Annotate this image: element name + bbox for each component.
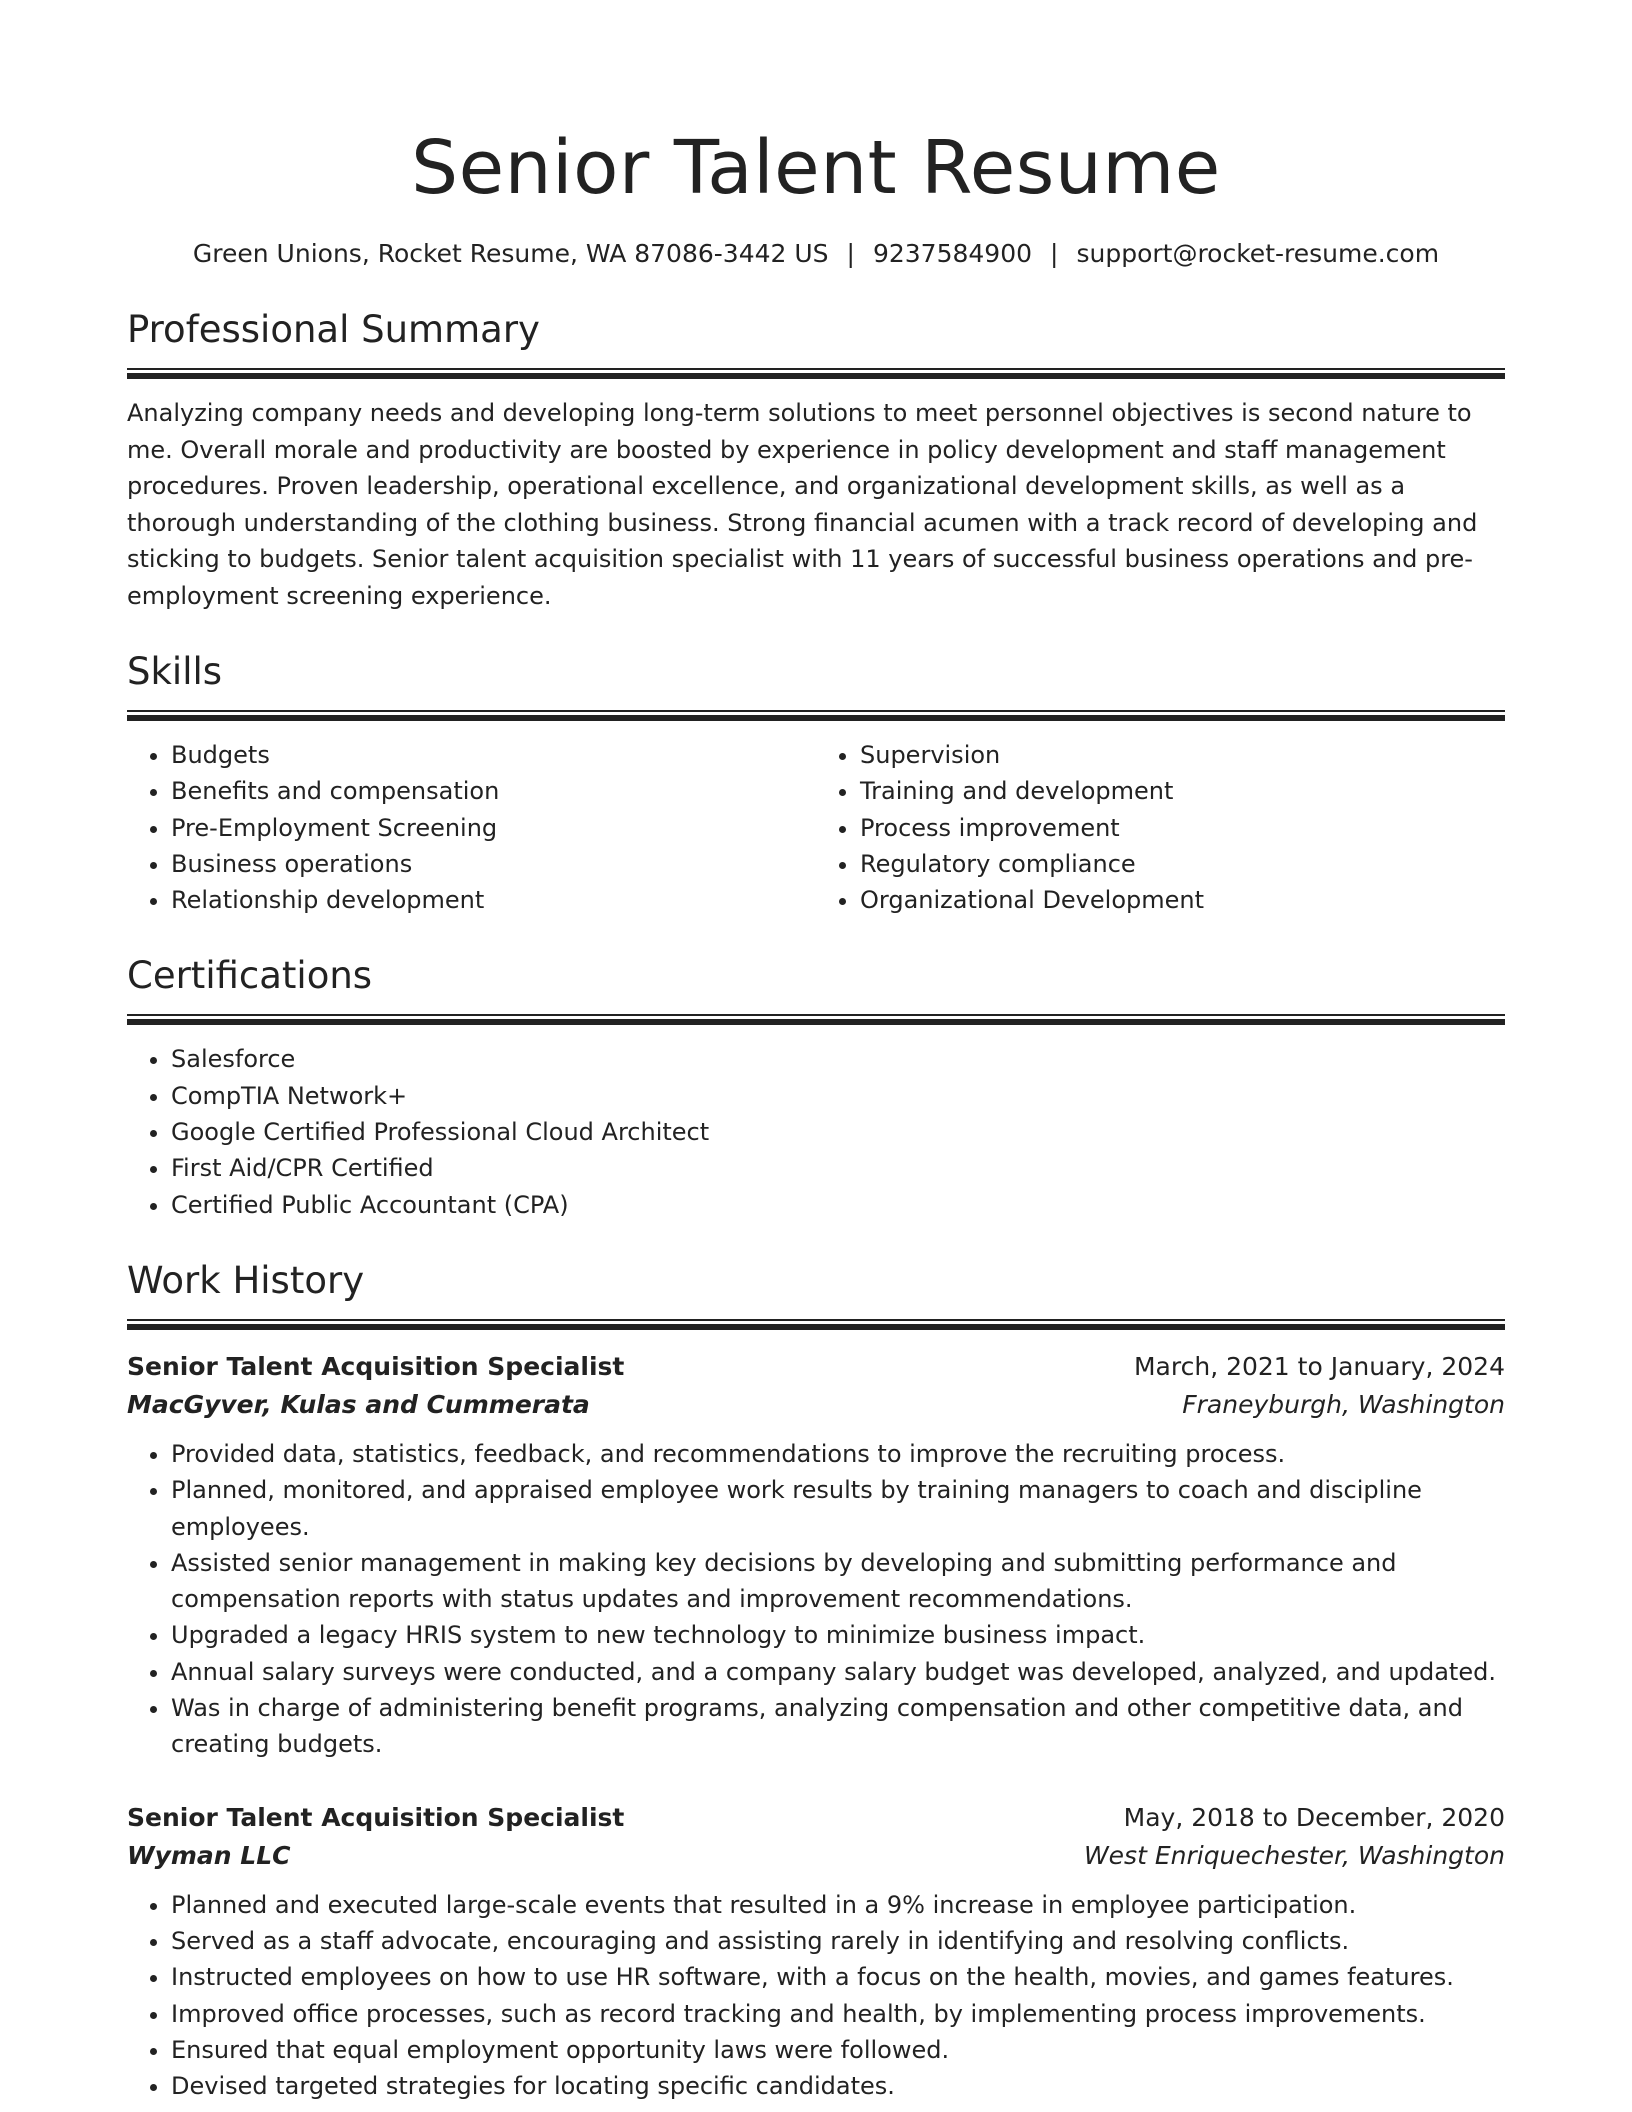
- job-bullet: • Ensured that equal employment opportunity laws were followed.: [171, 2032, 1505, 2068]
- job-bullet: • Instructed employees on how to use HR software, with a focus on the health, movies, and games features.: [171, 1959, 1505, 1995]
- job-title: Senior Talent Acquisition Specialist: [127, 1351, 625, 1381]
- section-divider: [127, 1014, 1505, 1025]
- job-dates: May, 2018 to December, 2020: [1123, 1802, 1505, 1832]
- job-company: Wyman LLC: [127, 1840, 291, 1870]
- job-bullet: • Provided data, statistics, feedback, and recommendations to improve the recruiting process.: [171, 1436, 1505, 1472]
- skill-item: • Business operations: [171, 846, 816, 882]
- contact-line: [127, 236, 1505, 272]
- section-title: Certifications: [127, 954, 373, 998]
- section-title: Work History: [127, 1258, 365, 1302]
- job-bullet: • Planned, monitored, and appraised employee work results by training managers to coach and discipline employees.: [171, 1472, 1505, 1545]
- skills-list-left: [127, 737, 816, 918]
- summary-text: Analyzing company needs and developing long-term solutions to meet personnel objectives is second nature to me. Overall morale and productivity are boosted by experience in policy development and staff management procedures. Proven leadership, operational excellence, and organizational development skills, as well as a thorough understanding of the clothing business. Strong financial acumen with a track record of developing and sticking to budgets. Senior talent acquisition specialist with 11 years of successful business operations and pre-employment screening experience.: [127, 399, 1478, 610]
- job-bullet: • Was in charge of administering benefit programs, analyzing compensation and other competitive data, and creating budgets.: [171, 1690, 1505, 1763]
- section-title: Skills: [127, 650, 223, 693]
- contact-email: support@rocket-resume.com: [1076, 239, 1440, 268]
- job-bullets: [127, 1887, 1505, 2105]
- job-bullet: • Upgraded a legacy HRIS system to new technology to minimize business impact.: [171, 1617, 1505, 1653]
- job-location: West Enriquechester, Washington: [1083, 1840, 1505, 1870]
- contact-separator: |: [1050, 239, 1059, 268]
- job-entry: [127, 1799, 1505, 2105]
- skill-item: • Regulatory compliance: [860, 846, 1505, 882]
- contact-address: Green Unions, Rocket Resume, WA 87086-3442 US: [192, 239, 829, 268]
- certification-item: • CompTIA Network+: [171, 1078, 1505, 1114]
- job-bullet: • Devised targeted strategies for locating specific candidates.: [171, 2068, 1505, 2104]
- job-bullet: • Improved office processes, such as record tracking and health, by implementing process improvements.: [171, 1996, 1505, 2032]
- job-location: Franeyburgh, Washington: [1182, 1389, 1505, 1419]
- contact-phone: 9237584900: [872, 239, 1033, 268]
- skill-item: • Benefits and compensation: [171, 773, 816, 809]
- section-title: Professional Summary: [127, 308, 540, 351]
- section-divider: [127, 710, 1505, 721]
- skill-item: • Relationship development: [171, 882, 816, 918]
- section-divider: [127, 1319, 1505, 1330]
- job-bullet: • Planned and executed large-scale events that resulted in a 9% increase in employee participation.: [171, 1887, 1505, 1923]
- job-dates: March, 2021 to January, 2024: [1133, 1351, 1505, 1381]
- skill-item: • Organizational Development: [860, 882, 1505, 918]
- job-company-row: [127, 1386, 1505, 1424]
- job-entry: [127, 1348, 1505, 1763]
- job-company-row: [127, 1837, 1505, 1875]
- contact-separator: |: [846, 239, 855, 268]
- job-title: Senior Talent Acquisition Specialist: [127, 1802, 625, 1832]
- skills-section: [127, 648, 1505, 918]
- job-bullet: • Annual salary surveys were conducted, and a company salary budget was developed, analyzed, and updated.: [171, 1654, 1505, 1690]
- job-bullet: • Assisted senior management in making key decisions by developing and submitting performance and compensation reports with status updates and improvement recommendations.: [171, 1545, 1505, 1618]
- job-bullets: [127, 1436, 1505, 1763]
- certification-item: • First Aid/CPR Certified: [171, 1150, 1505, 1186]
- job-header-row: [127, 1348, 1505, 1386]
- skill-item: • Pre-Employment Screening: [171, 810, 816, 846]
- work-history-section: [127, 1257, 1505, 2104]
- section-divider: [127, 368, 1505, 379]
- certifications-section: [127, 952, 1505, 1222]
- job-header-row: [127, 1799, 1505, 1837]
- summary-section: [127, 306, 1505, 614]
- certification-item: • Salesforce: [171, 1041, 1505, 1077]
- skill-item: • Process improvement: [860, 810, 1505, 846]
- skill-item: • Training and development: [860, 773, 1505, 809]
- candidate-name: Senior Talent Resume: [411, 125, 1221, 211]
- certifications-list: [127, 1041, 1505, 1222]
- skill-item: • Supervision: [860, 737, 1505, 773]
- certification-item: • Google Certified Professional Cloud Architect: [171, 1114, 1505, 1150]
- skill-item: • Budgets: [171, 737, 816, 773]
- skills-list-right: [816, 737, 1505, 918]
- job-bullet: • Served as a staff advocate, encouraging and assisting rarely in identifying and resolving conflicts.: [171, 1923, 1505, 1959]
- skills-columns: [127, 737, 1505, 918]
- job-company: MacGyver, Kulas and Cummerata: [127, 1389, 590, 1419]
- certification-item: • Certified Public Accountant (CPA): [171, 1187, 1505, 1223]
